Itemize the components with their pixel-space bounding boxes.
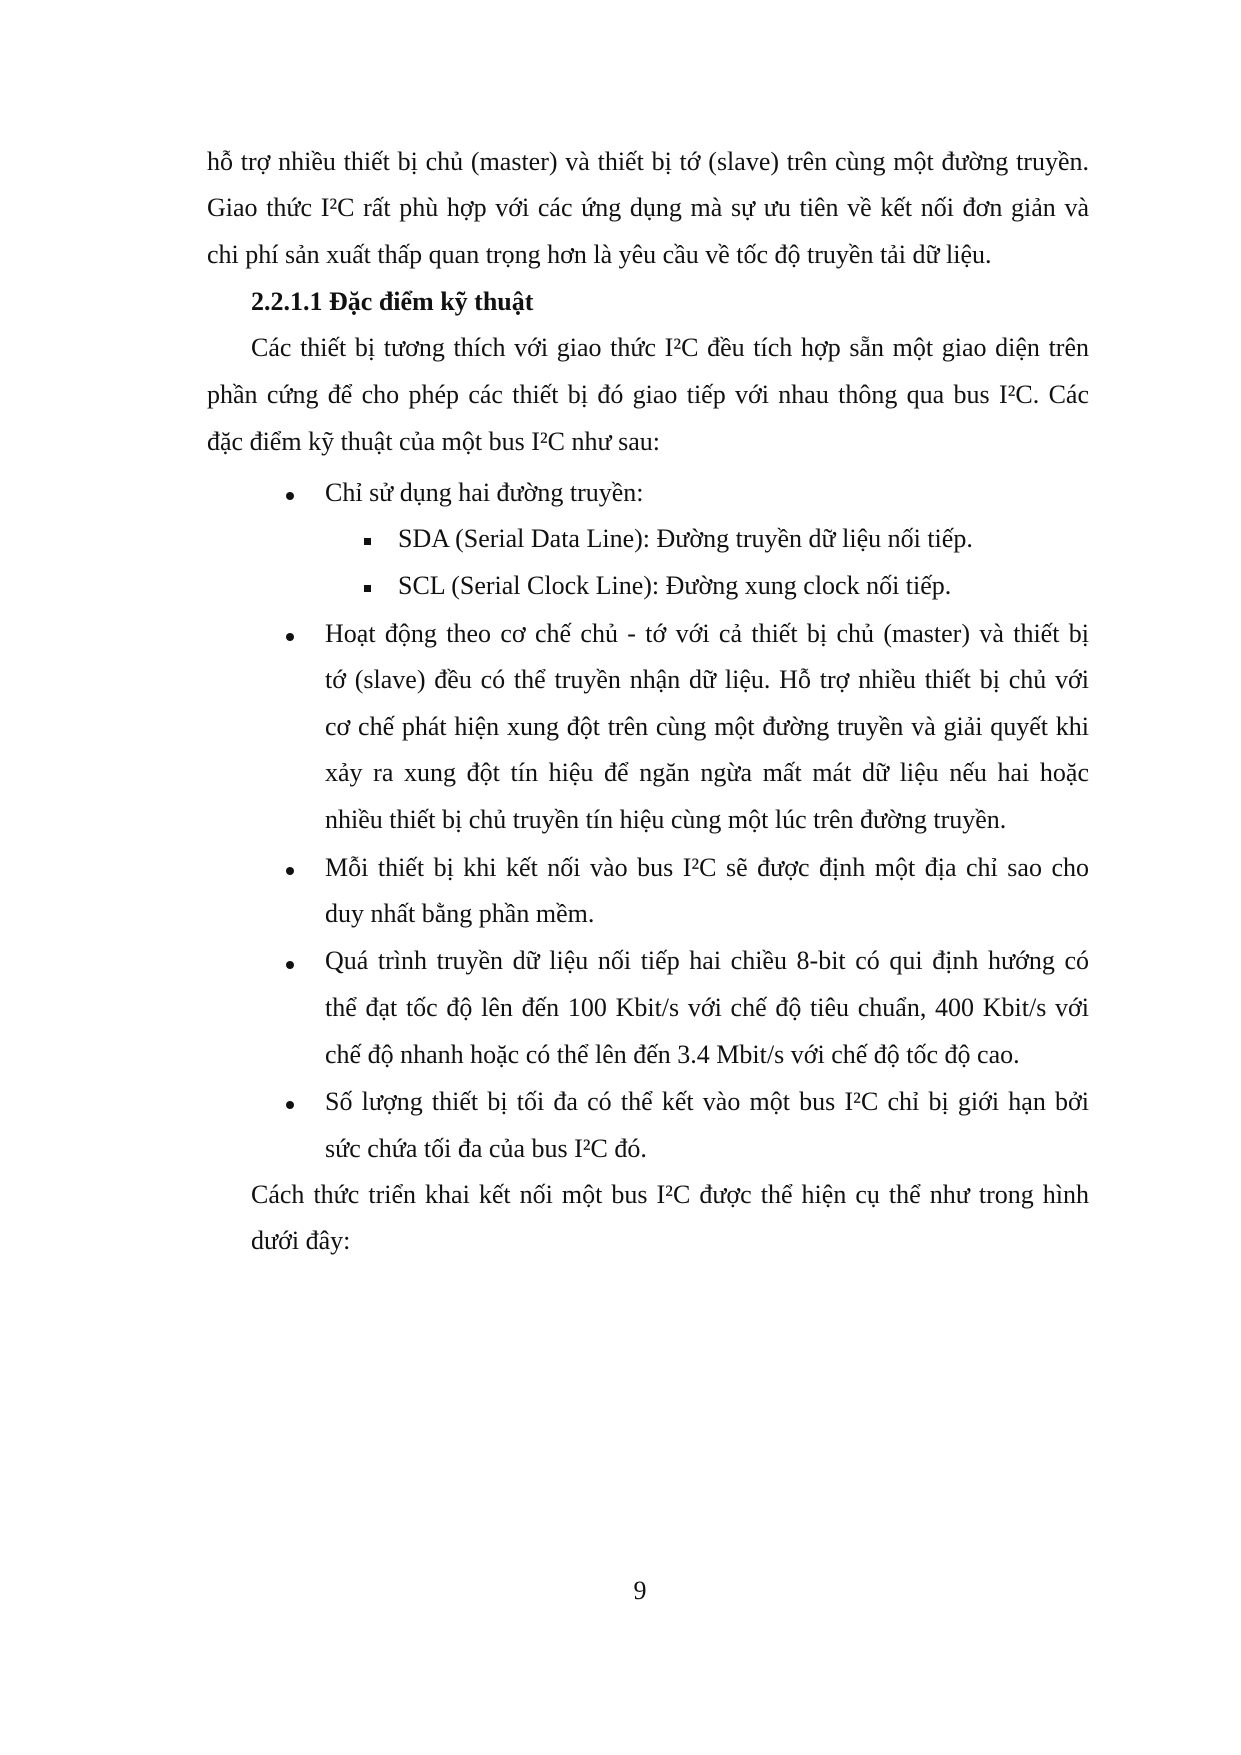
para1-line-3: đặc điểm kỹ thuật của một bus I²C như sau: [207, 427, 660, 456]
bullet-2-line-1: Hoạt động theo cơ chế chủ - tớ với cả thiết bị chủ (master) và thiết bị [325, 619, 1089, 648]
bullet-2-line-2: tớ (slave) đều có thể truyền nhận dữ liệu. Hỗ trợ nhiều thiết bị chủ với [325, 665, 1089, 694]
sub-bullet-square [364, 538, 371, 545]
bullet-5-line-1: Số lượng thiết bị tối đa có thể kết vào một bus I²C chỉ bị giới hạn bởi [325, 1087, 1089, 1116]
sub-bullet-sda: SDA (Serial Data Line): Đường truyền dữ liệu nối tiếp. [398, 524, 973, 553]
para1-line-1: Các thiết bị tương thích với giao thức I²C đều tích hợp sẵn một giao diện trên [251, 333, 1089, 362]
bullet-4-line-3: chế độ nhanh hoặc có thể lên đến 3.4 Mbit/s với chế độ tốc độ cao. [325, 1040, 1020, 1069]
section-heading: 2.2.1.1 Đặc điểm kỹ thuật [251, 287, 534, 316]
bullet-dot [286, 867, 294, 875]
closing-line-2: dưới đây: [251, 1226, 351, 1255]
bullet-dot [286, 1101, 294, 1109]
bullet-dot [286, 633, 294, 641]
bullet-2-line-3: cơ chế phát hiện xung đột trên cùng một đường truyền và giải quyết khi [325, 712, 1089, 741]
bullet-5-line-2: sức chứa tối đa của bus I²C đó. [325, 1134, 647, 1163]
bullet-dot [286, 961, 294, 969]
closing-line-1: Cách thức triển khai kết nối một bus I²C được thể hiện cụ thể như trong hình [251, 1180, 1089, 1209]
intro-line-2: Giao thức I²C rất phù hợp với các ứng dụng mà sự ưu tiên về kết nối đơn giản và [207, 193, 1089, 222]
bullet-3-line-2: duy nhất bằng phần mềm. [325, 899, 595, 928]
bullet-2-line-5: nhiều thiết bị chủ truyền tín hiệu cùng một lúc trên đường truyền. [325, 805, 1007, 834]
bullet-4-line-2: thể đạt tốc độ lên đến 100 Kbit/s với chế độ tiêu chuẩn, 400 Kbit/s với [325, 993, 1089, 1022]
para1-line-2: phần cứng để cho phép các thiết bị đó giao tiếp với nhau thông qua bus I²C. Các [207, 380, 1089, 409]
bullet-1-text: Chỉ sử dụng hai đường truyền: [325, 478, 644, 507]
bullet-dot [286, 492, 294, 500]
bullet-4-line-1: Quá trình truyền dữ liệu nối tiếp hai chiều 8-bit có qui định hướng có [325, 946, 1089, 975]
bullet-3-line-1: Mỗi thiết bị khi kết nối vào bus I²C sẽ được định một địa chỉ sao cho [325, 853, 1089, 882]
sub-bullet-scl: SCL (Serial Clock Line): Đường xung clock nối tiếp. [398, 571, 952, 600]
page-number: 9 [633, 1576, 647, 1605]
sub-bullet-square [364, 585, 371, 592]
intro-line-3: chi phí sản xuất thấp quan trọng hơn là yêu cầu về tốc độ truyền tải dữ liệu. [207, 240, 992, 269]
intro-line-1: hỗ trợ nhiều thiết bị chủ (master) và thiết bị tớ (slave) trên cùng một đường truyền. [207, 147, 1089, 176]
bullet-2-line-4: xảy ra xung đột tín hiệu để ngăn ngừa mất mát dữ liệu nếu hai hoặc [325, 758, 1089, 787]
